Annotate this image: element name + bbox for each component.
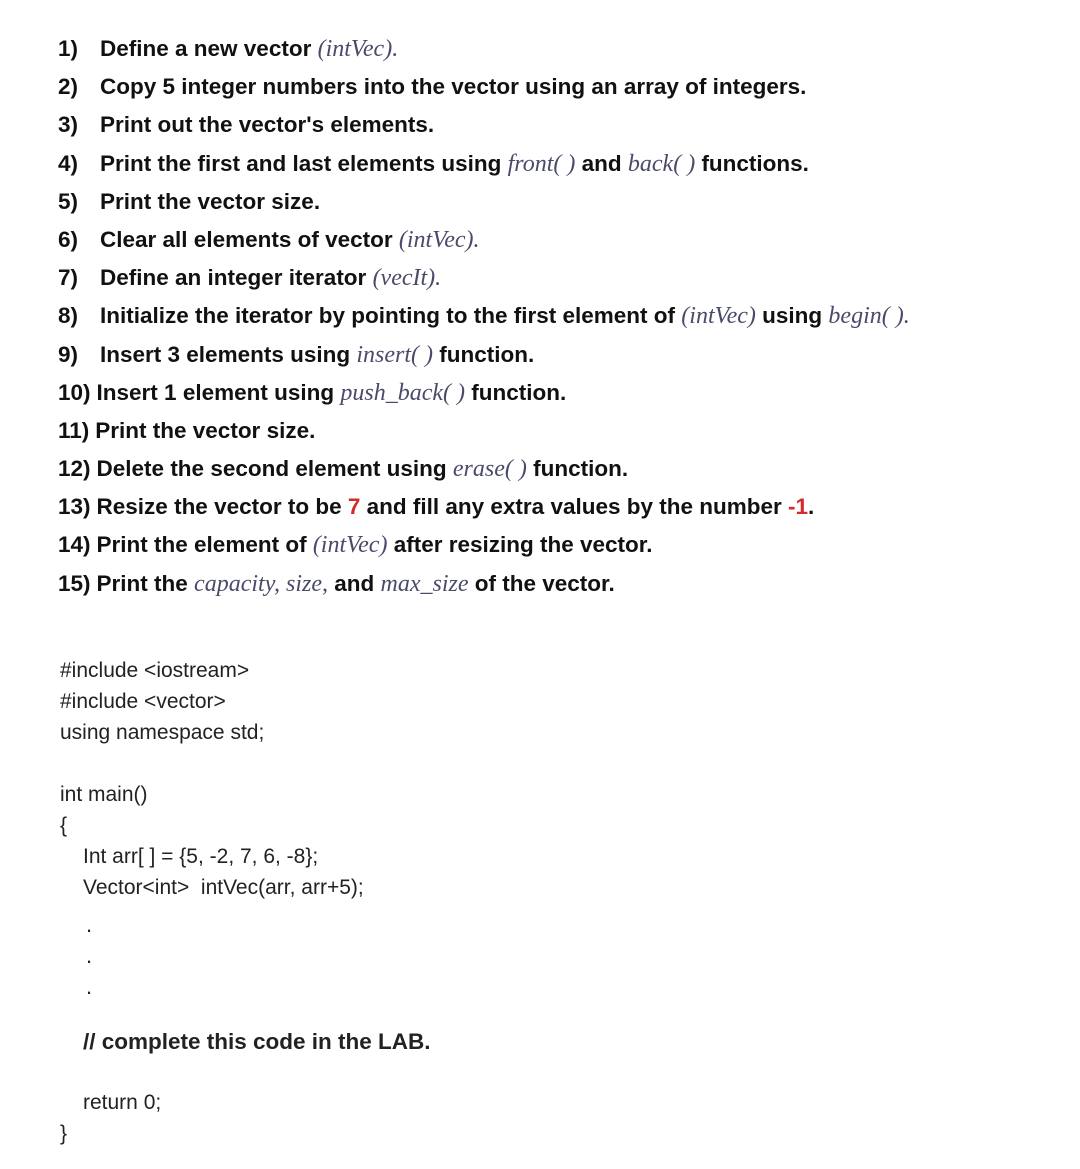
- task-item: [58, 526, 1058, 564]
- task-highlight-value: -1: [788, 494, 809, 520]
- task-text-part: Copy 5 integer numbers into the vector using an array of integers.: [100, 74, 807, 100]
- code-block: [60, 655, 431, 1149]
- task-text-part: of the vector.: [468, 570, 615, 596]
- task-text-part: Initialize the iterator by pointing to the first element of: [100, 303, 682, 329]
- task-item: [58, 488, 1058, 526]
- task-text-part: Print the vector size.: [100, 188, 321, 214]
- task-text-part: Define a new vector: [100, 36, 318, 61]
- task-code-term: back( ): [627, 150, 696, 177]
- task-text: [100, 106, 434, 144]
- task-number: 6): [58, 226, 79, 252]
- task-code-term: (intVec).: [317, 36, 399, 62]
- include-vector: #include <vector>: [60, 690, 226, 713]
- task-text: [97, 450, 629, 488]
- task-code-term: erase( ): [452, 456, 527, 483]
- task-text: [100, 221, 480, 259]
- task-list: [58, 30, 1058, 603]
- task-item: [58, 565, 1058, 603]
- task-text-part: Delete the second element using: [96, 456, 453, 482]
- vector-declaration: Vector<int> intVec(arr, arr+5);: [83, 876, 364, 899]
- task-number: 9): [58, 341, 79, 367]
- task-text-part: Resize the vector to be: [96, 494, 348, 520]
- task-text: [100, 183, 320, 221]
- task-text-part: Insert 3 elements using: [100, 341, 357, 367]
- array-declaration: Int arr[ ] = {5, -2, 7, 6, -8};: [83, 845, 319, 868]
- task-text-part: and: [328, 570, 381, 596]
- ellipsis-dot: .: [86, 912, 93, 937]
- task-text-part: function.: [433, 341, 535, 367]
- task-text-part: after resizing the vector.: [387, 532, 653, 558]
- open-brace: {: [60, 814, 68, 837]
- task-text: [100, 259, 441, 297]
- task-text-part: Insert 1 element using: [96, 379, 341, 405]
- task-text-part: Clear all elements of vector: [100, 226, 399, 252]
- task-number: 15): [58, 570, 91, 596]
- task-item: [58, 68, 1058, 106]
- blank-line: [60, 1057, 431, 1087]
- task-code-term: capacity, size,: [194, 570, 329, 597]
- task-number: 8): [58, 303, 79, 329]
- task-item: [58, 374, 1058, 412]
- task-number: 12): [58, 456, 91, 482]
- lab-comment: // complete this code in the LAB.: [83, 1029, 431, 1054]
- task-text-part: functions.: [695, 150, 809, 176]
- ellipsis-dot: .: [86, 974, 93, 999]
- task-code-term: (vecIt).: [372, 265, 442, 292]
- task-text: [100, 297, 910, 335]
- task-item: [58, 106, 1058, 144]
- task-number: 3): [58, 112, 79, 138]
- main-signature: int main(): [60, 783, 148, 806]
- task-text: [100, 68, 806, 106]
- task-highlight-value: 7: [347, 494, 361, 520]
- task-code-term: (intVec): [312, 532, 388, 559]
- task-item: [58, 336, 1058, 374]
- task-number: 14): [58, 532, 91, 558]
- using-namespace: using namespace std;: [60, 721, 265, 744]
- task-text-part: .: [808, 494, 815, 520]
- task-code-term: push_back( ): [340, 379, 465, 406]
- task-text: [95, 412, 315, 450]
- task-text-part: Print the vector size.: [95, 417, 316, 443]
- task-text-part: and: [575, 150, 628, 176]
- task-text-part: using: [755, 303, 829, 329]
- task-text-part: Print the first and last elements using: [100, 150, 508, 176]
- task-text: [100, 336, 534, 374]
- task-text: [97, 374, 567, 412]
- return-statement: return 0;: [83, 1091, 162, 1114]
- task-text: [97, 526, 653, 564]
- task-number: 7): [58, 265, 79, 291]
- task-item: [58, 221, 1058, 259]
- task-item: [58, 412, 1058, 450]
- task-item: [58, 145, 1058, 183]
- task-number: 2): [58, 74, 79, 100]
- blank-line: [60, 748, 431, 779]
- task-text-part: function.: [526, 456, 629, 482]
- task-number: 4): [58, 150, 79, 176]
- task-code-term: (intVec).: [398, 226, 480, 253]
- ellipsis-dot: .: [86, 943, 93, 968]
- task-item: [58, 30, 1058, 68]
- task-text-part: Print the element of: [96, 532, 313, 558]
- task-code-term: front( ): [507, 150, 576, 177]
- task-number: 11): [58, 417, 90, 443]
- task-number: 5): [58, 188, 79, 214]
- task-item: [58, 450, 1058, 488]
- task-code-term: max_size: [380, 570, 469, 597]
- task-number: 10): [58, 379, 91, 405]
- task-item: [58, 183, 1058, 221]
- task-text-part: Define an integer iterator: [100, 265, 373, 291]
- task-text: [97, 565, 615, 603]
- task-text: [100, 30, 398, 68]
- task-item: [58, 259, 1058, 297]
- task-text-part: function.: [465, 379, 567, 405]
- task-item: [58, 297, 1058, 335]
- task-code-term: insert( ): [356, 341, 433, 368]
- task-text-part: Print the: [96, 570, 195, 596]
- task-text-part: and fill any extra values by the number: [360, 494, 789, 520]
- task-code-term: (intVec): [681, 303, 756, 330]
- include-iostream: #include <iostream>: [60, 659, 250, 682]
- task-text: [97, 488, 815, 526]
- blank-line: [60, 1002, 431, 1026]
- task-number: 13): [58, 494, 91, 520]
- task-number: 1): [58, 36, 79, 61]
- task-text-part: Print out the vector's elements.: [100, 112, 435, 138]
- close-brace: }: [60, 1122, 68, 1145]
- task-text: [100, 145, 809, 183]
- task-code-term: begin( ).: [828, 303, 910, 330]
